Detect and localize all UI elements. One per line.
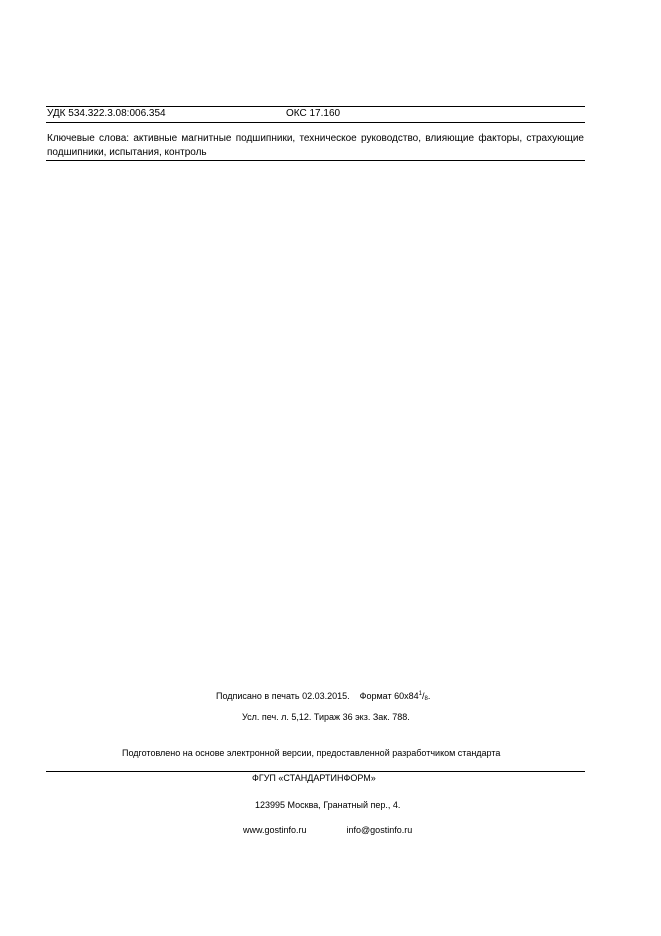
keywords-rule <box>46 160 585 161</box>
email-link[interactable]: info@gostinfo.ru <box>346 825 413 835</box>
udk-code: УДК 534.322.3.08:006.354 <box>47 108 166 119</box>
paper-format-denominator: 8 <box>424 696 428 702</box>
website-link[interactable]: www.gostinfo.ru <box>243 825 307 835</box>
paper-format: Формат $60х84^1/8$. <box>359 691 431 702</box>
signed-date: Подписано в печать 02.03.2015. <box>216 691 350 701</box>
print-conditions: Усл. печ. л. 5,12. Тираж 36 экз. Зак. 788. <box>242 712 410 722</box>
oks-code: ОКС 17.160 <box>286 108 341 119</box>
signed-line <box>216 689 430 705</box>
paper-format-end: . <box>427 691 431 701</box>
publisher-name: ФГУП «СТАНДАРТИНФОРМ» <box>252 773 376 783</box>
prepared-note: Подготовлено на основе электронной версии, предоставленной разработчиком стандарта <box>122 748 501 758</box>
publisher-address: 123995 Москва, Гранатный пер., 4. <box>255 800 401 810</box>
paper-format-label: Формат 60х84 <box>359 691 419 701</box>
top-rule <box>46 106 585 107</box>
publisher-rule <box>46 771 585 772</box>
paper-format-numerator: 1 <box>418 691 422 697</box>
contacts-line <box>243 825 412 836</box>
keywords-paragraph: Ключевые слова: активные магнитные подшипники, техническое руководство, влияющие факторы, страхующие подшипники, испытания, контроль <box>47 133 584 158</box>
classification-rule <box>46 122 585 123</box>
